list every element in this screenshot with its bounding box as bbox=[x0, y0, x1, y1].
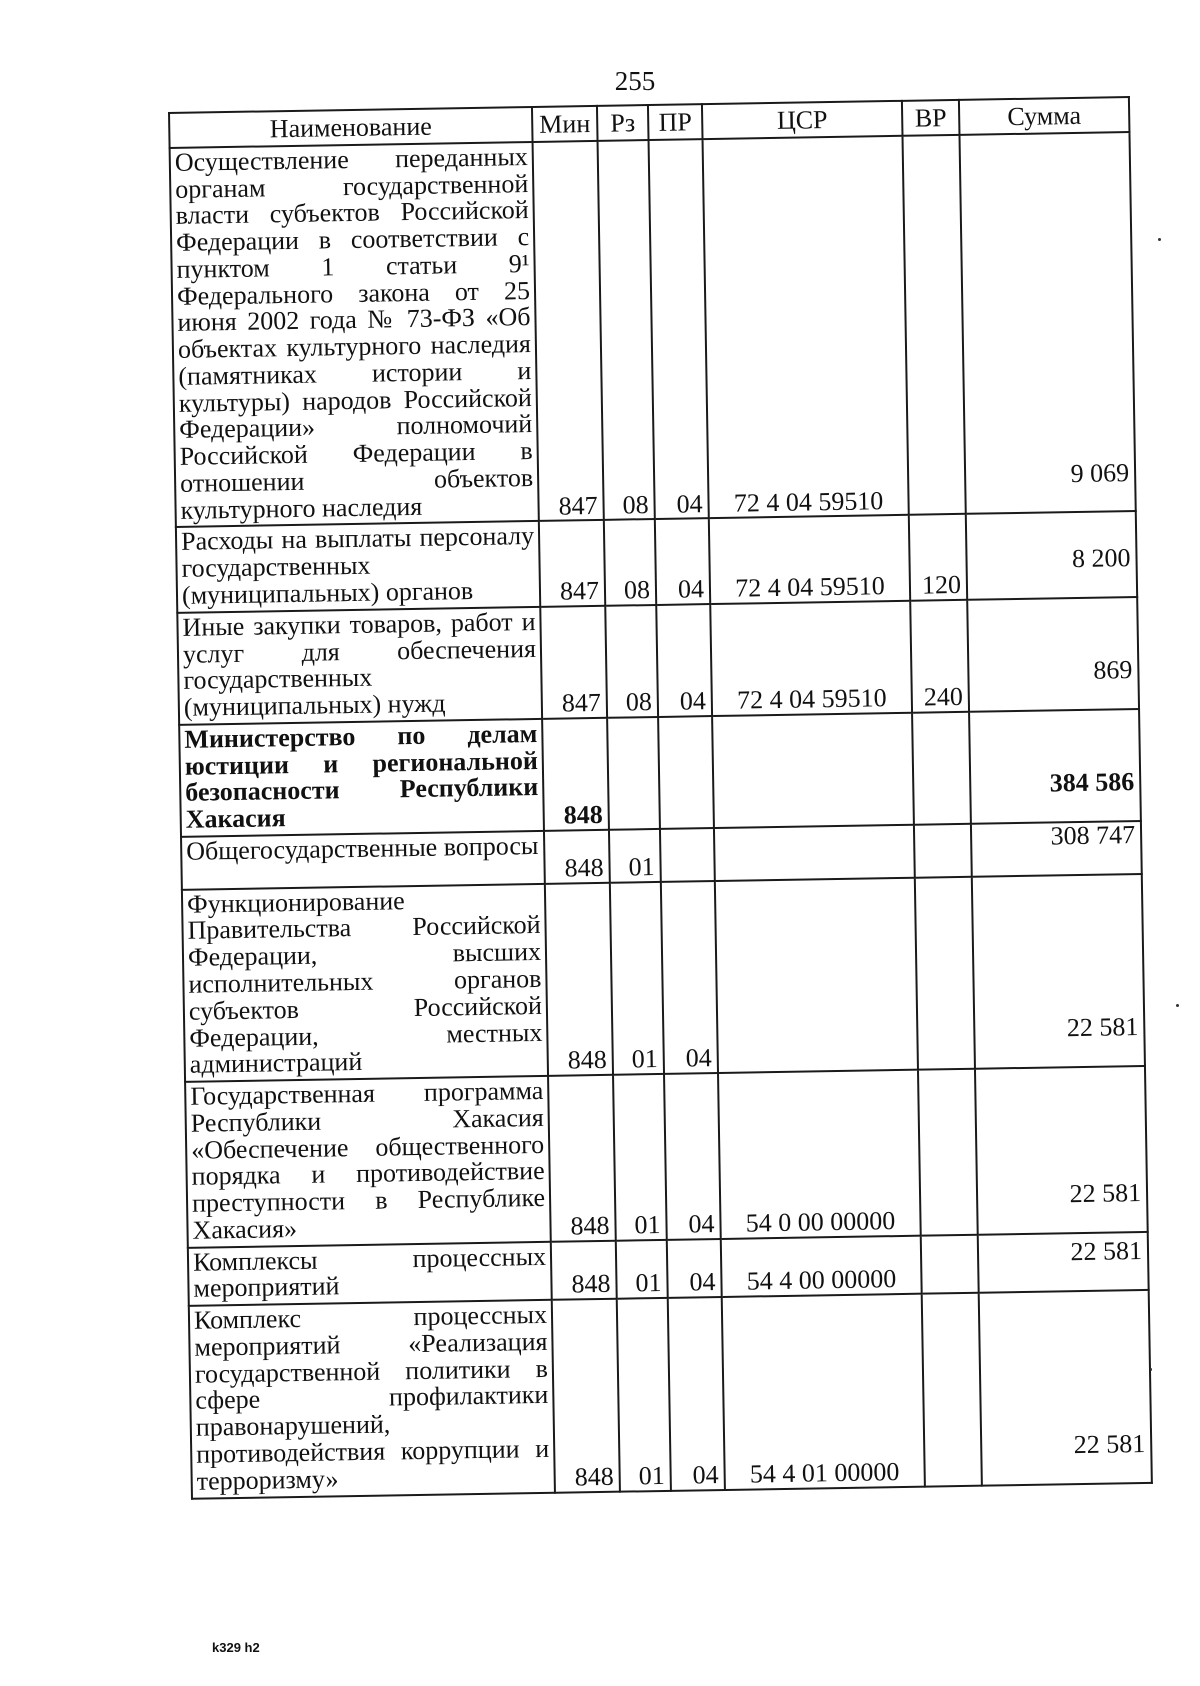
row-csr bbox=[715, 877, 918, 1073]
table-row bbox=[189, 1290, 1152, 1498]
row-name: Комплекс процессных мероприятий «Реализация государственной политики в сфере профилактики правонарушений, противодействия коррупции и терроризму» bbox=[189, 1300, 555, 1498]
row-pr: 04 bbox=[668, 1297, 725, 1490]
row-sum: 869 bbox=[967, 597, 1139, 712]
page-number: 255 bbox=[614, 66, 656, 96]
row-pr bbox=[660, 828, 715, 882]
row-pr: 04 bbox=[664, 1073, 721, 1239]
row-min: 848 bbox=[548, 1075, 616, 1242]
row-rz bbox=[607, 717, 660, 830]
row-min: 847 bbox=[533, 141, 604, 522]
row-name: Расходы на выплаты персоналу государственных (муниципальных) органов bbox=[176, 521, 540, 612]
table-row bbox=[185, 1066, 1148, 1247]
row-sum: 384 586 bbox=[969, 709, 1141, 824]
table-row bbox=[176, 511, 1137, 612]
row-name: Министерство по делам юстиции и региональной безопасности Республики Хакасия bbox=[179, 719, 544, 837]
row-sum: 22 581 bbox=[972, 874, 1145, 1069]
row-min: 848 bbox=[544, 830, 610, 884]
row-name: Функционирование Правительства Российской Федерации, высших исполнительных органов субъектов Российской Федерации, местных администраций bbox=[182, 884, 548, 1082]
row-pr: 04 bbox=[649, 139, 709, 520]
header-name: Наименование bbox=[169, 107, 533, 148]
row-sum: 22 581 bbox=[975, 1066, 1148, 1234]
row-rz: 01 bbox=[613, 1074, 667, 1240]
row-rz: 08 bbox=[598, 140, 655, 521]
row-csr: 54 0 00 00000 bbox=[718, 1070, 921, 1239]
row-vr: 240 bbox=[910, 600, 969, 713]
table-row bbox=[177, 597, 1139, 725]
budget-table-container bbox=[168, 96, 1151, 1499]
row-csr: 72 4 04 59510 bbox=[710, 601, 912, 716]
row-csr: 54 4 01 00000 bbox=[722, 1294, 925, 1490]
header-min: Мин bbox=[532, 106, 598, 142]
row-csr: 72 4 04 59510 bbox=[709, 515, 910, 604]
row-sum: 22 581 bbox=[978, 1232, 1149, 1293]
row-sum: 9 069 bbox=[959, 132, 1135, 514]
table-row bbox=[170, 132, 1136, 528]
row-min: 848 bbox=[552, 1299, 620, 1492]
row-csr: 72 4 04 59510 bbox=[703, 136, 909, 519]
header-rz: Рз bbox=[597, 105, 649, 141]
scan-speck bbox=[1158, 238, 1161, 241]
budget-table bbox=[168, 96, 1153, 1499]
row-csr bbox=[712, 713, 914, 828]
row-pr: 04 bbox=[656, 604, 712, 717]
row-vr bbox=[915, 876, 975, 1069]
row-name: Осуществление переданных органам государственной власти субъектов Российской Федерации в соответствии с пунктом 1 статьи 9¹ Федерального закона от 25 июня 2002 года № 73-ФЗ «Об объектах культурного наследия (памятниках истории и культуры) народов Российской Федерации» полномочий Российской Федерации в отношении объектов культурного наследия bbox=[170, 142, 539, 528]
row-rz: 08 bbox=[605, 605, 658, 718]
row-name: Иные закупки товаров, работ и услуг для обеспечения государственных (муниципальных) нужд bbox=[177, 607, 542, 725]
header-sum: Сумма bbox=[959, 97, 1130, 135]
row-rz: 01 bbox=[610, 882, 664, 1075]
row-min: 847 bbox=[539, 520, 605, 606]
row-sum: 22 581 bbox=[979, 1290, 1152, 1485]
row-vr bbox=[918, 1069, 978, 1236]
scan-speck bbox=[1176, 1004, 1179, 1007]
row-vr bbox=[914, 824, 972, 878]
row-min: 848 bbox=[542, 718, 609, 831]
row-rz: 01 bbox=[617, 1298, 671, 1491]
row-name: Государственная программа Республики Хакасия «Обеспечение общественного порядка и противодействие преступности в Республике Хакасия» bbox=[185, 1076, 551, 1248]
row-pr: 04 bbox=[655, 519, 710, 605]
row-sum: 308 747 bbox=[971, 821, 1142, 877]
table-row bbox=[179, 709, 1141, 837]
row-vr bbox=[922, 1293, 982, 1486]
scan-speck bbox=[1150, 1368, 1152, 1371]
row-rz: 08 bbox=[604, 519, 656, 605]
row-csr bbox=[714, 825, 915, 881]
row-rz: 01 bbox=[609, 829, 661, 883]
row-csr: 54 4 00 00000 bbox=[721, 1235, 922, 1297]
row-pr: 04 bbox=[661, 881, 718, 1074]
row-vr bbox=[912, 712, 971, 825]
row-rz: 01 bbox=[616, 1240, 668, 1299]
row-pr: 04 bbox=[667, 1239, 722, 1298]
footer-code: k329 h2 bbox=[212, 1640, 260, 1655]
row-name: Общегосударственные вопросы bbox=[181, 831, 545, 890]
row-vr bbox=[902, 135, 965, 516]
row-pr bbox=[658, 716, 714, 829]
row-vr bbox=[921, 1234, 979, 1293]
table-row bbox=[182, 874, 1145, 1082]
row-min: 848 bbox=[551, 1240, 617, 1300]
row-min: 848 bbox=[545, 882, 613, 1075]
header-vr: ВР bbox=[902, 100, 960, 136]
row-name: Комплексы процессных мероприятий bbox=[188, 1241, 552, 1306]
row-sum: 8 200 bbox=[966, 511, 1137, 599]
row-vr: 120 bbox=[909, 514, 967, 600]
row-min: 847 bbox=[540, 606, 607, 719]
header-pr: ПР bbox=[648, 104, 703, 140]
header-csr: ЦСР bbox=[702, 101, 903, 139]
